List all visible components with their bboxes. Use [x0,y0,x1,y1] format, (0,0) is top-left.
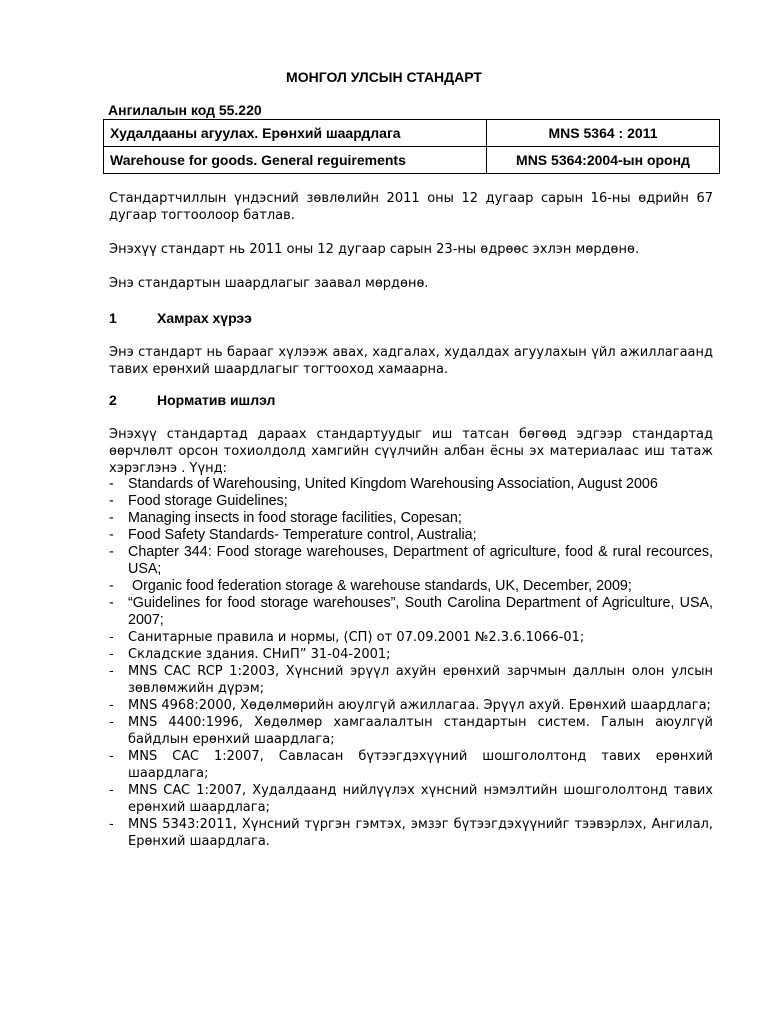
standard-info-table [103,119,720,174]
section-1-heading [109,310,252,326]
approval-paragraph: Стандартчиллын үндэсний зөвлөлийн 2011 оны 12 дугаар сарын 16-ны өдрийн 67 дугаар тогтоолоор батлав. [109,191,713,223]
list-item: - Food storage Guidelines; [109,493,288,509]
list-item: - “Guidelines for food storage warehouses”, South Carolina Department of Agriculture, USA, 2007; [109,595,713,628]
document-title: МОНГОЛ УЛСЫН СТАНДАРТ [286,69,482,85]
list-item: - MNS CAC RCP 1:2003, Хүнсний эрүүл ахуйн ерөнхий зарчмын даллын олон улсын зөвлөмжийн дүрэм; [109,664,713,696]
list-item: - Food Safety Standards- Temperature control, Australia; [109,527,477,543]
list-item: - Складские здания. СНиП” 31-04-2001; [109,647,391,662]
list-item: - MNS CAC 1:2007, Савласан бүтээгдэхүүний шошгололтонд тавих ерөнхий шаардлага; [109,749,713,781]
section-number: 1 [109,310,117,326]
section-title: Хамрах хүрээ [157,310,252,326]
mandatory-paragraph: Энэ стандартын шаардлагыг заавал мөрдөнө. [109,276,429,291]
table-row [104,147,720,174]
replaces-standard: MNS 5364:2004-ын оронд [487,147,720,174]
list-item: - Standards of Warehousing, United Kingdom Warehousing Association, August 2006 [109,476,658,492]
section-2-heading [109,392,275,408]
list-item: - Санитарные правила и нормы, (СП) от 07.09.2001 №2.3.6.1066-01; [109,630,585,645]
list-item: - Organic food federation storage & warehouse standards, UK, December, 2009; [109,578,632,594]
normative-intro-paragraph: Энэхүү стандартад дараах стандартуудыг иш татсан бөгөөд эдгээр стандартад өөрчлөлт орсон тохиолдолд хамгийн сүүлчийн албан ёсны эх материалаас иш татаж хэрэглэнэ . Үүнд: [109,427,713,476]
reference-list [109,476,713,850]
standard-name-mn: Худалдааны агуулах. Ерөнхий шаардлага [104,120,487,147]
list-item: - MNS 5343:2011, Хүнсний түргэн гэмтэх, эмзэг бүтээгдэхүүнийг тээвэрлэх, Ангилал, Ерөнхий шаардлага. [109,817,713,849]
list-item: - MNS CAC 1:2007, Худалдаанд нийлүүлэх хүнсний нэмэлтийн шошгололтонд тавих ерөнхий шаардлага; [109,783,713,815]
section-number: 2 [109,392,117,408]
list-item: - Managing insects in food storage facilities, Copesan; [109,510,462,526]
classification-code: Ангилалын код 55.220 [108,102,262,118]
list-item: - Chapter 344: Food storage warehouses, Department of agriculture, food & rural recources, USA; [109,544,713,577]
section-title: Норматив ишлэл [157,392,276,408]
table-row [104,120,720,147]
list-item: - MNS 4400:1996, Хөдөлмөр хамгаалалтын стандартын систем. Галын аюулгүй байдлын ерөнхий шаардлага; [109,715,713,747]
standard-name-en: Warehouse for goods. General reguirements [104,147,487,174]
effective-date-paragraph: Энэхүү стандарт нь 2011 оны 12 дугаар сарын 23-ны өдрөөс эхлэн мөрдөнө. [109,242,640,257]
scope-paragraph: Энэ стандарт нь барааг хүлээж авах, хадгалах, худалдах агуулахын үйл ажиллагаанд тавих ерөнхий шаардлагыг тогтооход хамаарна. [109,345,713,377]
standard-code: MNS 5364 : 2011 [487,120,720,147]
list-item: - MNS 4968:2000, Хөдөлмөрийн аюулгүй ажиллагаа. Эрүүл ахуй. Ерөнхий шаардлага; [109,698,711,713]
